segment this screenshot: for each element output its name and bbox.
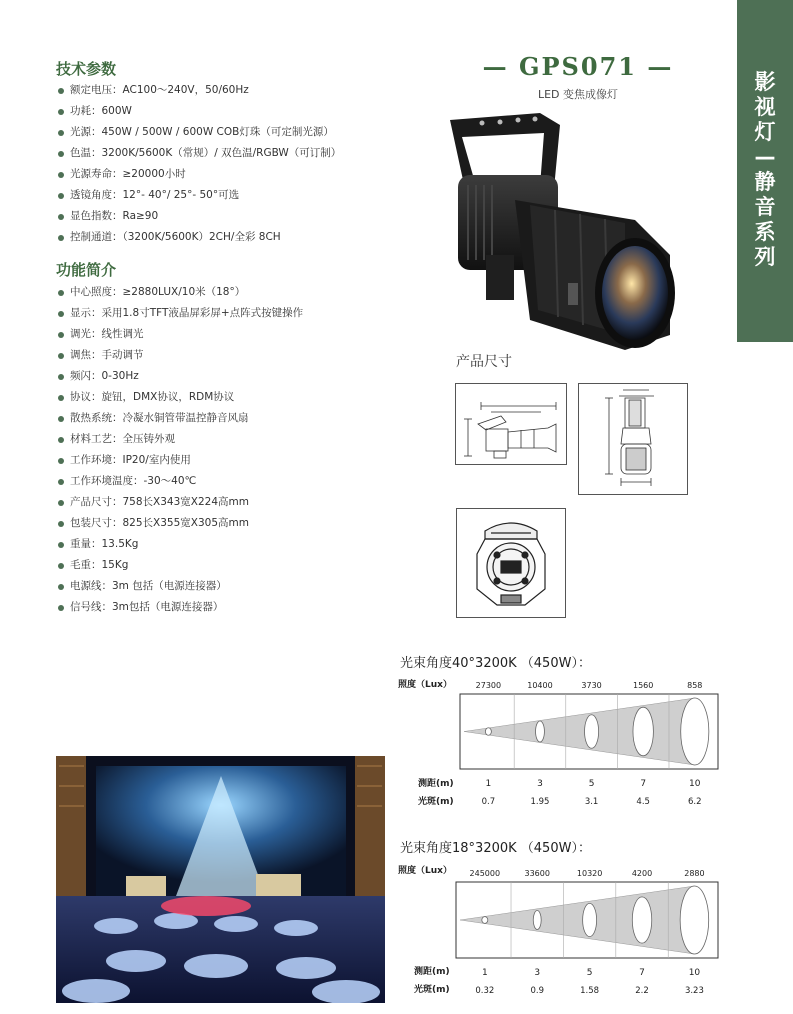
spot-value: 4.5 [636, 797, 650, 807]
side-tab-char: 视 [754, 95, 776, 119]
bullet-icon [58, 458, 64, 464]
distance-value: 5 [586, 968, 593, 978]
lux-value: 33600 [524, 869, 550, 878]
bullet-icon [58, 88, 64, 94]
distance-value: 7 [640, 779, 647, 789]
side-tab-char: 影 [754, 70, 776, 94]
bullet-icon [58, 332, 64, 338]
beam-spot-ellipse [585, 715, 599, 749]
feature-item: 协议：旋钮，DMX协议，RDM协议 [58, 387, 303, 408]
lux-value: 245000 [469, 869, 501, 878]
beam-cone [464, 698, 695, 765]
distance-value: 1 [481, 968, 488, 978]
bullet-icon [58, 416, 64, 422]
spec-item: 控制通道：（3200K/5600K）2CH/全彩 8CH [58, 227, 341, 248]
feature-item: 材料工艺：全压铸外观 [58, 429, 303, 450]
features-list [58, 282, 303, 618]
spot-value: 1.58 [580, 986, 600, 996]
spec-item: 光源寿命：≥20000小时 [58, 164, 341, 185]
side-tab-char: — [754, 145, 776, 169]
lux-value: 858 [687, 681, 703, 690]
side-view-drawing [455, 383, 567, 465]
beam-chart-1-title: 光束角度40°3200K （450W）： [400, 656, 591, 671]
specs-list [58, 80, 341, 248]
front-view-drawing [456, 508, 566, 618]
lux-value: 2880 [684, 869, 705, 878]
beam-spot-ellipse [633, 707, 653, 756]
lux-label: 照度（Lux） [398, 866, 452, 876]
spot-value: 0.7 [481, 797, 496, 807]
spot-value: 6.2 [688, 797, 702, 807]
feature-item: 工作环境：IP20/室内使用 [58, 450, 303, 471]
spot-value: 0.32 [475, 986, 495, 996]
bullet-icon [58, 500, 64, 506]
spot-value: 3.23 [684, 986, 704, 996]
bullet-icon [58, 172, 64, 178]
feature-item: 重量：13.5Kg [58, 534, 303, 555]
beam-spot-ellipse [680, 886, 709, 954]
side-tab-char: 灯 [754, 120, 776, 144]
bullet-icon [58, 521, 64, 527]
bullet-icon [58, 437, 64, 443]
bullet-icon [58, 479, 64, 485]
bullet-icon [58, 151, 64, 157]
bullet-icon [58, 353, 64, 359]
bullet-icon [58, 542, 64, 548]
lux-value: 3730 [581, 681, 602, 690]
feature-item: 毛重：15Kg [58, 555, 303, 576]
beam-spot-ellipse [536, 721, 545, 742]
spot-value: 1.95 [530, 797, 550, 807]
bullet-icon [58, 290, 64, 296]
stage-photo [56, 756, 385, 1003]
bullet-icon [58, 605, 64, 611]
features-title: 功能简介 [56, 261, 117, 279]
lux-value: 1560 [633, 681, 654, 690]
lux-value: 10320 [576, 869, 603, 878]
bullet-icon [58, 584, 64, 590]
spot-value: 3.1 [584, 797, 599, 807]
spec-item: 光源：450W / 500W / 600W COB灯珠（可定制光源） [58, 122, 341, 143]
spot-label: 光斑(m) [418, 797, 454, 807]
beam-chart-1 [390, 676, 730, 811]
feature-item: 调光：线性调光 [58, 324, 303, 345]
distance-value: 3 [537, 779, 543, 789]
side-tab-char: 音 [754, 195, 776, 219]
model-title: — GPS071 — [482, 52, 674, 81]
distance-value: 10 [689, 779, 701, 789]
spec-item: 色温：3200K/5600K（常规）/ 双色温/RGBW（可订制） [58, 143, 341, 164]
specs-title: 技术参数 [56, 60, 117, 78]
series-side-tab [737, 0, 793, 342]
feature-item: 电源线：3m 包括（电源连接器） [58, 576, 303, 597]
lux-label: 照度（Lux） [398, 680, 452, 690]
bullet-icon [58, 395, 64, 401]
feature-item: 显示：采用1.8寸TFT液晶屏彩屏+点阵式按键操作 [58, 303, 303, 324]
model-subtitle: LED 变焦成像灯 [537, 88, 619, 101]
spot-label: 光斑(m) [414, 985, 450, 995]
bullet-icon [58, 235, 64, 241]
distance-value: 5 [588, 779, 595, 789]
side-tab-char: 系 [754, 220, 776, 244]
spec-item: 透镜角度：12°- 40°/ 25°- 50°可选 [58, 185, 341, 206]
spec-item: 额定电压：AC100～240V，50/60Hz [58, 80, 341, 101]
feature-item: 散热系统：冷凝水铜管带温控静音风扇 [58, 408, 303, 429]
spec-item: 功耗：600W [58, 101, 341, 122]
bullet-icon [58, 374, 64, 380]
spot-value: 2.2 [635, 986, 649, 996]
distance-label: 测距(m) [418, 779, 454, 789]
feature-item: 工作环境温度：-30～40℃ [58, 471, 303, 492]
distance-label: 测距(m) [414, 967, 450, 977]
bullet-icon [58, 130, 64, 136]
bullet-icon [58, 563, 64, 569]
bullet-icon [58, 193, 64, 199]
spec-item: 显色指数：Ra≥90 [58, 206, 341, 227]
distance-value: 7 [639, 968, 645, 978]
feature-item: 调焦：手动调节 [58, 345, 303, 366]
distance-value: 1 [485, 779, 492, 789]
distance-value: 10 [688, 968, 701, 978]
feature-item: 产品尺寸：758长X343宽X224高mm [58, 492, 303, 513]
beam-spot-ellipse [485, 728, 491, 736]
beam-chart-2-title: 光束角度18°3200K （450W）： [400, 841, 591, 856]
bullet-icon [58, 214, 64, 220]
feature-item: 信号线：3m包括（电源连接器） [58, 597, 303, 618]
lux-value: 10400 [527, 681, 553, 690]
beam-spot-ellipse [681, 698, 709, 765]
side-tab-char: 列 [754, 245, 776, 269]
beam-spot-ellipse [533, 911, 541, 930]
product-image [420, 105, 710, 360]
distance-value: 3 [534, 968, 541, 978]
feature-item: 频闪：0-30Hz [58, 366, 303, 387]
beam-chart-2 [390, 862, 730, 997]
beam-cone [460, 886, 694, 954]
feature-item: 中心照度：≥2880LUX/10米（18°） [58, 282, 303, 303]
bullet-icon [58, 109, 64, 115]
beam-spot-ellipse [583, 903, 597, 936]
lux-value: 27300 [475, 681, 502, 690]
beam-spot-ellipse [482, 917, 488, 924]
bullet-icon [58, 311, 64, 317]
lux-value: 4200 [631, 869, 653, 878]
dimensions-title: 产品尺寸 [456, 354, 512, 370]
spot-value: 0.9 [530, 986, 544, 996]
feature-item: 包装尺寸：825长X355宽X305高mm [58, 513, 303, 534]
top-view-drawing [578, 383, 688, 495]
side-tab-char: 静 [754, 170, 776, 194]
beam-spot-ellipse [632, 897, 651, 943]
